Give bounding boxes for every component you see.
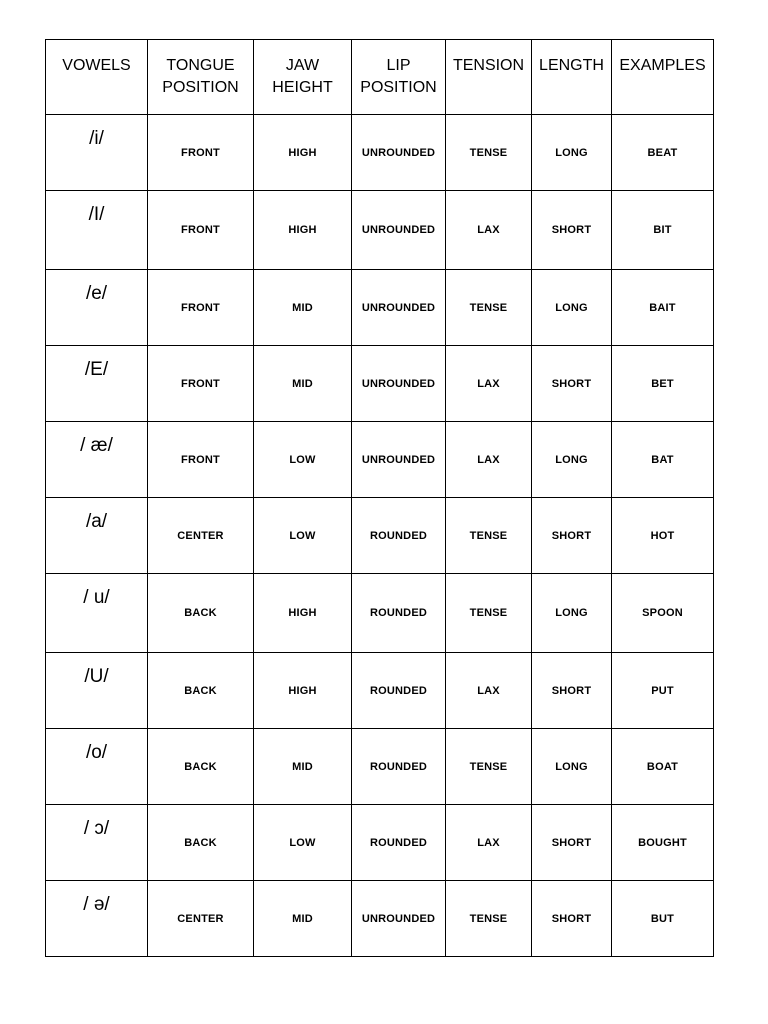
lip-position-cell: UNROUNDED [352, 115, 446, 191]
header-length-text: LENGTH [539, 57, 604, 74]
length-cell: SHORT [532, 346, 612, 422]
length-cell: SHORT [532, 191, 612, 270]
jaw-height-cell: MID [254, 881, 352, 957]
length-cell: LONG [532, 574, 612, 653]
header-examples [612, 40, 714, 115]
table-row [46, 653, 714, 729]
table-row [46, 574, 714, 653]
header-lip-line2: POSITION [360, 79, 437, 96]
table-row [46, 805, 714, 881]
jaw-height-cell: LOW [254, 422, 352, 498]
tension-cell: LAX [446, 805, 532, 881]
example-cell: SPOON [612, 574, 714, 653]
tongue-position-cell: FRONT [148, 346, 254, 422]
tongue-position-cell: CENTER [148, 498, 254, 574]
header-jaw-height [254, 40, 352, 115]
length-cell: SHORT [532, 881, 612, 957]
example-cell: HOT [612, 498, 714, 574]
lip-position-cell: ROUNDED [352, 805, 446, 881]
jaw-height-cell: MID [254, 729, 352, 805]
vowel-symbol: /a/ [46, 498, 148, 574]
tongue-position-cell: FRONT [148, 422, 254, 498]
tension-cell: TENSE [446, 270, 532, 346]
lip-position-cell: ROUNDED [352, 498, 446, 574]
example-cell: PUT [612, 653, 714, 729]
header-tongue-line2: POSITION [162, 79, 239, 96]
tension-cell: TENSE [446, 115, 532, 191]
length-cell: LONG [532, 115, 612, 191]
header-jaw-line1: JAW [285, 57, 320, 74]
header-lip-line1: LIP [386, 57, 411, 74]
jaw-height-cell: HIGH [254, 115, 352, 191]
tongue-position-cell: BACK [148, 574, 254, 653]
jaw-height-cell: HIGH [254, 574, 352, 653]
tension-cell: TENSE [446, 729, 532, 805]
length-cell: LONG [532, 422, 612, 498]
table-row [46, 191, 714, 270]
vowel-symbol: /I/ [46, 191, 148, 270]
vowel-symbol: / æ/ [46, 422, 148, 498]
jaw-height-cell: LOW [254, 498, 352, 574]
tongue-position-cell: BACK [148, 653, 254, 729]
vowel-symbol: /U/ [46, 653, 148, 729]
lip-position-cell: UNROUNDED [352, 346, 446, 422]
lip-position-cell: UNROUNDED [352, 191, 446, 270]
header-length [532, 40, 612, 115]
vowel-symbol: /o/ [46, 729, 148, 805]
lip-position-cell: UNROUNDED [352, 270, 446, 346]
table-row [46, 115, 714, 191]
tongue-position-cell: BACK [148, 805, 254, 881]
tension-cell: LAX [446, 422, 532, 498]
tongue-position-cell: FRONT [148, 115, 254, 191]
header-lip-position [352, 40, 446, 115]
table-row [46, 270, 714, 346]
vowel-symbol: /e/ [46, 270, 148, 346]
header-tongue-position [148, 40, 254, 115]
tension-cell: LAX [446, 346, 532, 422]
lip-position-cell: ROUNDED [352, 574, 446, 653]
header-tension [446, 40, 532, 115]
tension-cell: TENSE [446, 498, 532, 574]
header-vowels [46, 40, 148, 115]
length-cell: SHORT [532, 805, 612, 881]
table-row [46, 729, 714, 805]
vowel-symbol: / ɔ/ [46, 805, 148, 881]
vowel-symbol: /i/ [46, 115, 148, 191]
vowel-symbol: / u/ [46, 574, 148, 653]
example-cell: BIT [612, 191, 714, 270]
lip-position-cell: ROUNDED [352, 653, 446, 729]
example-cell: BAIT [612, 270, 714, 346]
example-cell: BOAT [612, 729, 714, 805]
vowel-symbol: /E/ [46, 346, 148, 422]
header-vowels-text: VOWELS [62, 57, 131, 74]
lip-position-cell: ROUNDED [352, 729, 446, 805]
header-tension-text: TENSION [452, 57, 525, 74]
table-header [46, 40, 714, 115]
lip-position-cell: UNROUNDED [352, 422, 446, 498]
table-row [46, 346, 714, 422]
jaw-height-cell: MID [254, 346, 352, 422]
vowel-symbol: / ə/ [46, 881, 148, 957]
length-cell: LONG [532, 729, 612, 805]
tongue-position-cell: FRONT [148, 270, 254, 346]
length-cell: SHORT [532, 653, 612, 729]
jaw-height-cell: LOW [254, 805, 352, 881]
length-cell: LONG [532, 270, 612, 346]
example-cell: BAT [612, 422, 714, 498]
example-cell: BUT [612, 881, 714, 957]
length-cell: SHORT [532, 498, 612, 574]
table-row [46, 422, 714, 498]
header-jaw-line2: HEIGHT [272, 79, 333, 96]
example-cell: BEAT [612, 115, 714, 191]
tongue-position-cell: BACK [148, 729, 254, 805]
tension-cell: LAX [446, 191, 532, 270]
tongue-position-cell: CENTER [148, 881, 254, 957]
table-row [46, 881, 714, 957]
tension-cell: TENSE [446, 574, 532, 653]
tongue-position-cell: FRONT [148, 191, 254, 270]
example-cell: BOUGHT [612, 805, 714, 881]
example-cell: BET [612, 346, 714, 422]
tension-cell: TENSE [446, 881, 532, 957]
tension-cell: LAX [446, 653, 532, 729]
table-body [46, 115, 714, 957]
header-row [46, 40, 714, 115]
table-row [46, 498, 714, 574]
header-examples-text: EXAMPLES [619, 57, 706, 74]
jaw-height-cell: HIGH [254, 191, 352, 270]
jaw-height-cell: HIGH [254, 653, 352, 729]
header-tongue-line1: TONGUE [166, 57, 235, 74]
lip-position-cell: UNROUNDED [352, 881, 446, 957]
jaw-height-cell: MID [254, 270, 352, 346]
vowel-features-table [45, 39, 714, 957]
